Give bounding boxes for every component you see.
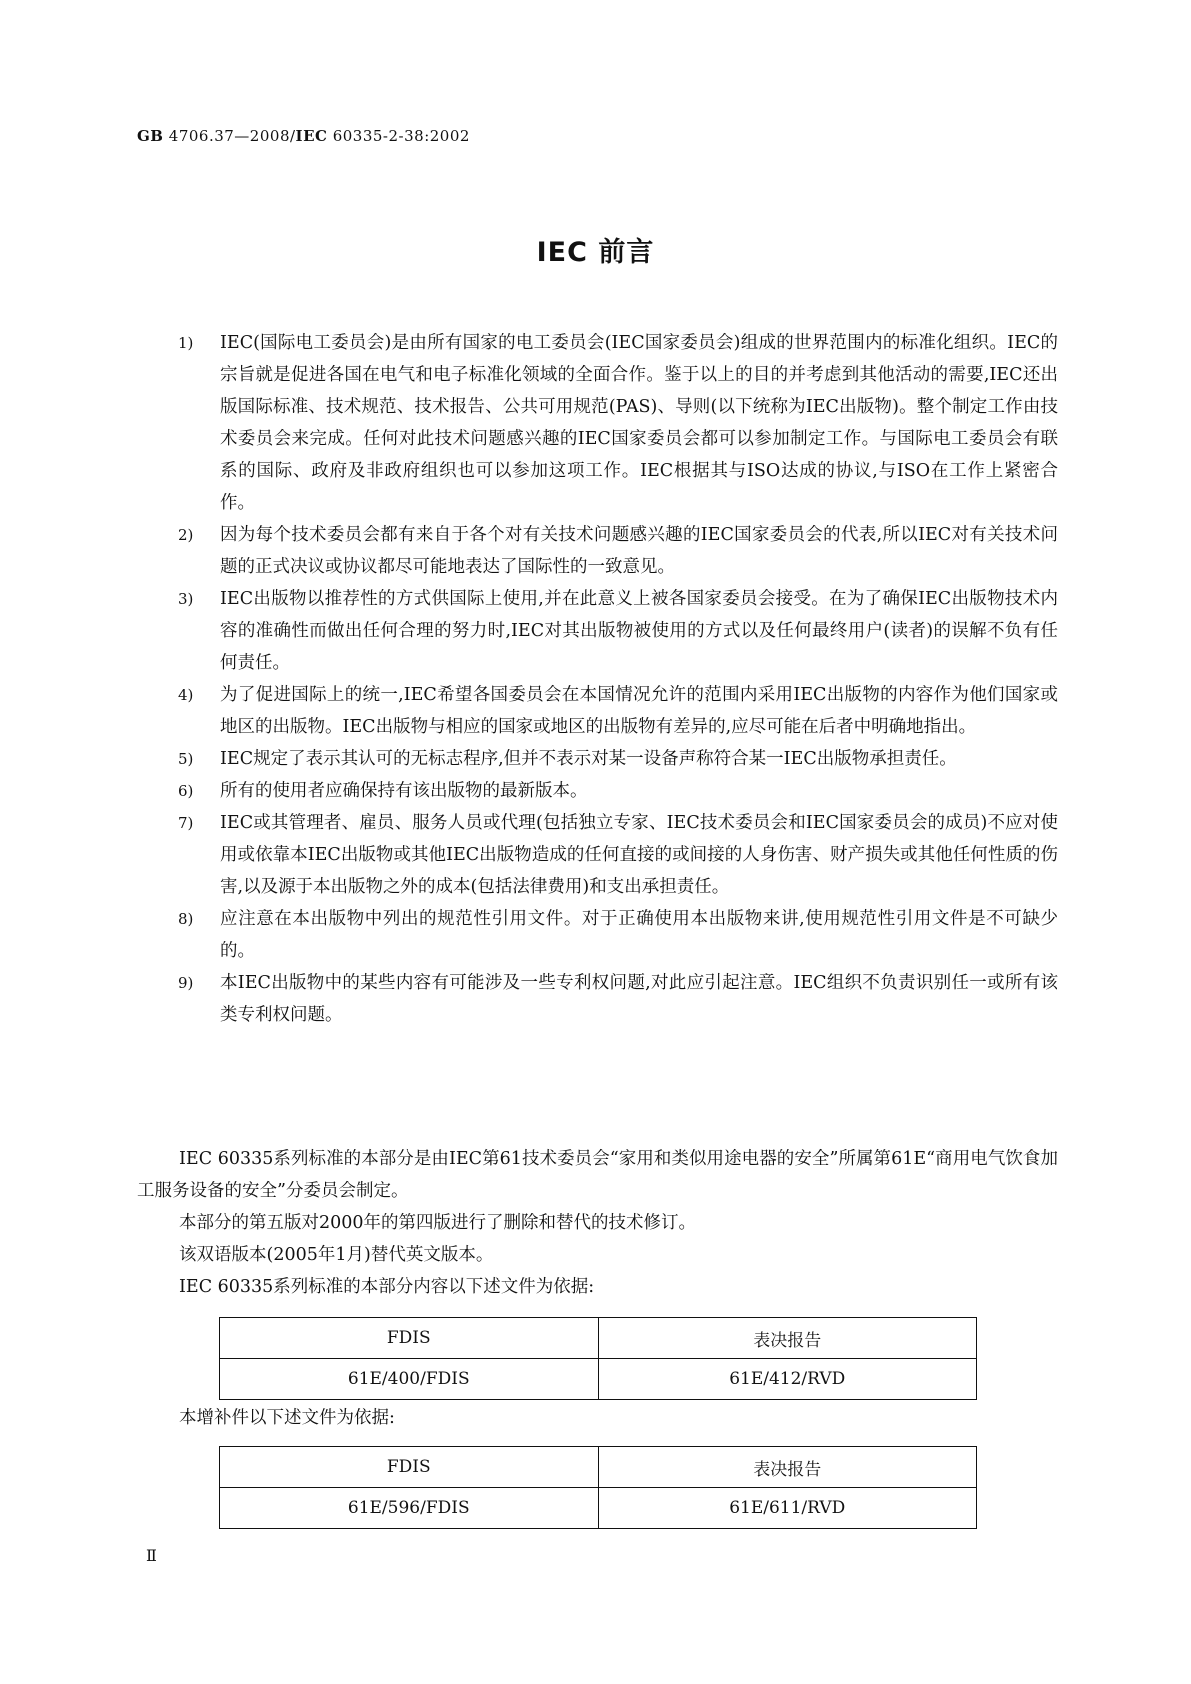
table-header-cell: 表决报告 <box>598 1318 977 1359</box>
list-item-number: 8) <box>178 910 194 928</box>
list-item <box>178 967 1058 1031</box>
numbered-list <box>178 327 1058 1031</box>
list-item-text: 本IEC出版物中的某些内容有可能涉及一些专利权问题,对此应引起注意。IEC组织不负责识别任一或所有该类专利权问题。 <box>220 973 1058 1025</box>
header-code: 4706.37—2008/ <box>168 127 296 145</box>
header-code2: 60335-2-38:2002 <box>332 127 470 145</box>
voting-table-2 <box>219 1446 977 1529</box>
list-item <box>178 327 1058 519</box>
table-row <box>220 1488 977 1529</box>
paragraph: IEC 60335系列标准的本部分是由IEC第61技术委员会“家用和类似用途电器的安全”所属第61E“商用电气饮食加工服务设备的安全”分委员会制定。 <box>137 1149 1058 1201</box>
standard-code-header <box>137 127 470 145</box>
table-cell: 61E/412/RVD <box>598 1359 977 1400</box>
paragraph: IEC 60335系列标准的本部分内容以下述文件为依据: <box>179 1277 595 1297</box>
table-cell: 61E/611/RVD <box>598 1488 977 1529</box>
table-header-cell: FDIS <box>220 1318 599 1359</box>
voting-table-1 <box>219 1317 977 1400</box>
list-item-text: 所有的使用者应确保持有该出版物的最新版本。 <box>220 781 588 801</box>
header-prefix2: IEC <box>295 127 328 145</box>
paragraph: 本增补件以下述文件为依据: <box>179 1408 395 1428</box>
table-cell: 61E/596/FDIS <box>220 1488 599 1529</box>
table-header-row <box>220 1447 977 1488</box>
list-item-number: 5) <box>178 750 194 768</box>
table-header-cell: FDIS <box>220 1447 599 1488</box>
table-cell: 61E/400/FDIS <box>220 1359 599 1400</box>
list-item-text: IEC规定了表示其认可的无标志程序,但并不表示对某一设备声称符合某一IEC出版物承担责任。 <box>220 749 957 769</box>
header-prefix: GB <box>137 127 164 145</box>
list-item-text: 应注意在本出版物中列出的规范性引用文件。对于正确使用本出版物来讲,使用规范性引用文件是不可缺少的。 <box>220 909 1058 961</box>
list-item-number: 9) <box>178 974 194 992</box>
list-item-text: IEC(国际电工委员会)是由所有国家的电工委员会(IEC国家委员会)组成的世界范围内的标准化组织。IEC的宗旨就是促进各国在电气和电子标准化领域的全面合作。鉴于以上的目的并考虑到其他活动的需要,IEC还出版国际标准、技术规范、技术报告、公共可用规范(PAS)、导则(以下统称为IEC出版物)。整个制定工作由技术委员会来完成。任何对此技术问题感兴趣的IEC国家委员会都可以参加制定工作。与国际电工委员会有联系的国际、政府及非政府组织也可以参加这项工作。IEC根据其与ISO达成的协议,与ISO在工作上紧密合作。 <box>220 333 1058 513</box>
paragraph: 本部分的第五版对2000年的第四版进行了删除和替代的技术修订。 <box>179 1213 697 1233</box>
table-header-cell: 表决报告 <box>598 1447 977 1488</box>
page-number: Ⅱ <box>146 1546 157 1565</box>
list-item-number: 1) <box>178 334 194 352</box>
list-item <box>178 679 1058 743</box>
table-header-row <box>220 1318 977 1359</box>
paragraph: 该双语版本(2005年1月)替代英文版本。 <box>179 1245 494 1265</box>
list-item <box>178 583 1058 679</box>
list-item-number: 4) <box>178 686 194 704</box>
list-item-text: 为了促进国际上的统一,IEC希望各国委员会在本国情况允许的范围内采用IEC出版物的内容作为他们国家或地区的出版物。IEC出版物与相应的国家或地区的出版物有差异的,应尽可能在后者中明确地指出。 <box>220 685 1058 737</box>
body-paragraphs <box>137 1143 1058 1303</box>
list-item-number: 2) <box>178 526 194 544</box>
page-title: IEC 前言 <box>536 237 655 268</box>
list-item <box>178 775 1058 807</box>
list-item <box>178 903 1058 967</box>
list-item-text: IEC出版物以推荐性的方式供国际上使用,并在此意义上被各国家委员会接受。在为了确保IEC出版物技术内容的准确性而做出任何合理的努力时,IEC对其出版物被使用的方式以及任何最终用户(读者)的误解不负有任何责任。 <box>220 589 1058 673</box>
table-row <box>220 1359 977 1400</box>
list-item-text: 因为每个技术委员会都有来自于各个对有关技术问题感兴趣的IEC国家委员会的代表,所以IEC对有关技术问题的正式决议或协议都尽可能地表达了国际性的一致意见。 <box>220 525 1058 577</box>
list-item <box>178 807 1058 903</box>
list-item-number: 7) <box>178 814 194 832</box>
list-item-number: 6) <box>178 782 194 800</box>
list-item-number: 3) <box>178 590 194 608</box>
list-item <box>178 743 1058 775</box>
list-item <box>178 519 1058 583</box>
list-item-text: IEC或其管理者、雇员、服务人员或代理(包括独立专家、IEC技术委员会和IEC国家委员会的成员)不应对使用或依靠本IEC出版物或其他IEC出版物造成的任何直接的或间接的人身伤害、财产损失或其他任何性质的伤害,以及源于本出版物之外的成本(包括法律费用)和支出承担责任。 <box>220 813 1058 897</box>
